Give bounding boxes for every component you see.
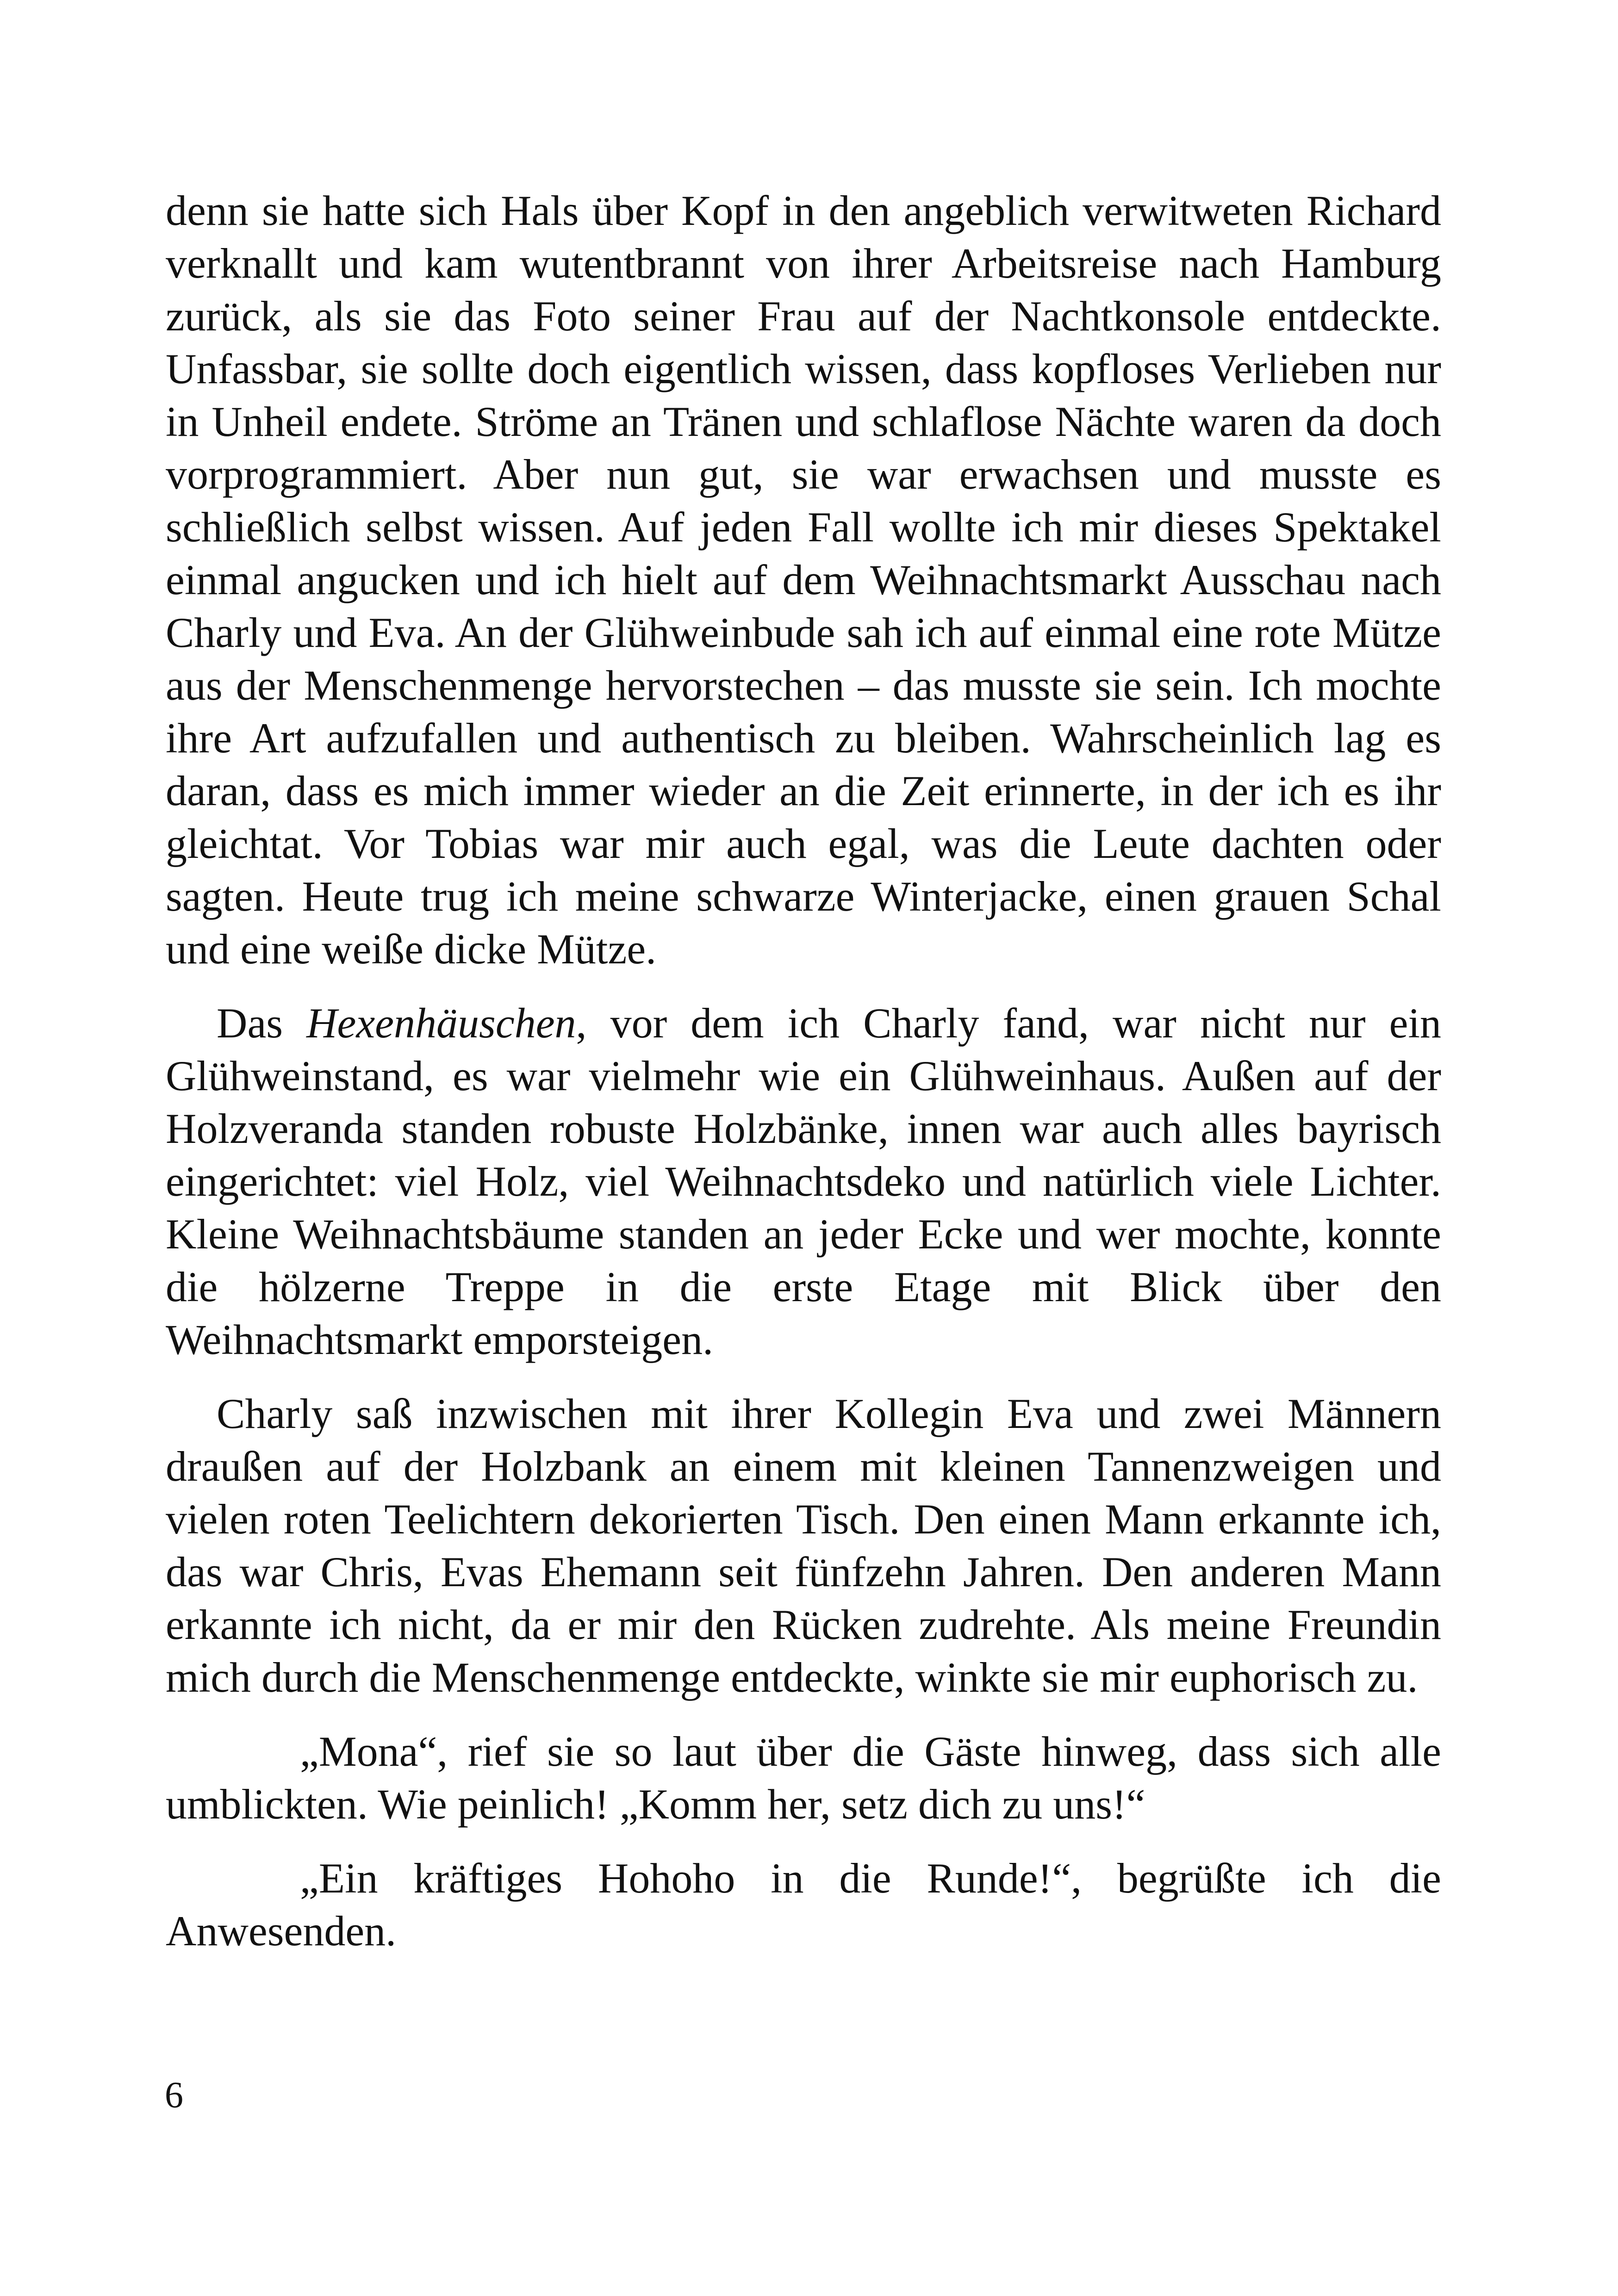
paragraph-4: „Mona“, rief sie so laut über die Gäste hinweg, dass sich alle umblickten. Wie peinlich! „Komm her, setz dich zu uns!“ <box>166 1728 1441 1828</box>
page-number: 6 <box>165 2075 183 2116</box>
paragraph-2-prefix: Das <box>217 999 307 1047</box>
page-body <box>166 184 1441 1957</box>
paragraph-1: denn sie hatte sich Hals über Kopf in den angeblich verwitweten Richard verknallt und kam wutentbrannt von ihrer Arbeitsreise nach Hamburg zurück, als sie das Foto seiner Frau auf der Nachtkonsole entdeckte. Unfassbar, sie sollte doch eigentlich wissen, dass kopfloses Verlieben nur in Unheil endete. Ströme an Tränen und schlaflose Nächte waren da doch vorprogrammiert. Aber nun gut, sie war erwachsen und musste es schließlich selbst wissen. Auf jeden Fall wollte ich mir dieses Spektakel einmal angucken und ich hielt auf dem Weihnachtsmarkt Ausschau nach Charly und Eva. An der Glühweinbude sah ich auf einmal eine rote Mütze aus der Menschenmenge hervorstechen – das musste sie sein. Ich mochte ihre Art aufzufallen und authentisch zu bleiben. Wahrscheinlich lag es daran, dass es mich immer wieder an die Zeit erinnerte, in der ich es ihr gleichtat. Vor Tobias war mir auch egal, was die Leute dachten oder sagten. Heute trug ich meine schwarze Winterjacke, einen grauen Schal und eine weiße dicke Mütze. <box>166 187 1441 973</box>
paragraph-2-text: , vor dem ich Charly fand, war nicht nur ein Glühweinstand, es war vielmehr wie ein Glühweinhaus. Außen auf der Holzveranda standen robuste Holzbänke, innen war auch alles bayrisch eingerichtet: viel Holz, viel Weihnachtsdeko und natürlich viele Lichter. Kleine Weihnachtsbäume standen an jeder Ecke und wer mochte, konnte die hölzerne Treppe in die erste Etage mit Blick über den Weihnachtsmarkt emporsteigen. <box>166 999 1441 1363</box>
paragraph-5: „Ein kräftiges Hohoho in die Runde!“, begrüßte ich die Anwesenden. <box>166 1855 1441 1955</box>
paragraph-2 <box>166 997 1441 1366</box>
paragraph-2-italic-title: Hexenhäuschen <box>306 999 576 1047</box>
paragraph-3: Charly saß inzwischen mit ihrer Kollegin Eva und zwei Männern draußen auf der Holzbank an einem mit kleinen Tannenzweigen und vielen roten Teelichtern dekorierten Tisch. Den einen Mann erkannte ich, das war Chris, Evas Ehemann seit fünfzehn Jahren. Den anderen Mann erkannte ich nicht, da er mir den Rücken zudrehte. Als meine Freundin mich durch die Menschenmenge entdeckte, winkte sie mir euphorisch zu. <box>166 1390 1441 1701</box>
